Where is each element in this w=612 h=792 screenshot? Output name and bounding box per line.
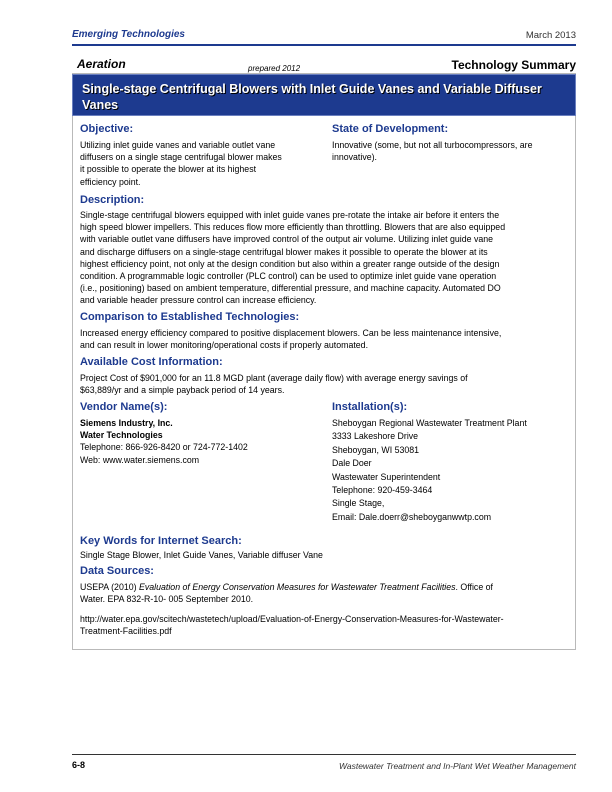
page-title: Single-stage Centrifugal Blowers with Inlet Guide Vanes and Variable Diffuser Vanes: [82, 82, 542, 112]
description-heading: Description:: [80, 194, 145, 206]
vendor-heading: Vendor Name(s):: [80, 401, 168, 413]
footer-publication: Wastewater Treatment and In-Plant Wet Weather Management: [338, 761, 576, 771]
comparison-heading: Comparison to Established Technologies:: [80, 311, 300, 323]
state-text: Innovative (some, but not all turbocompressors, are innovative).: [332, 140, 533, 163]
topic-label: Aeration: [77, 57, 126, 71]
prepared-note: prepared 2012: [248, 64, 301, 73]
sources-url[interactable]: http://water.epa.gov/scitech/wastetech/upload/Evaluation-of-Energy-Conservation-Measures-for-Wastewater- Treatment-Facilities.pdf: [80, 614, 504, 637]
vendor-phone: Telephone: 866-926-8420 or 724-772-1402: [80, 442, 248, 453]
title-banner: [72, 74, 576, 116]
vendor-division: Water Technologies: [80, 430, 163, 441]
cost-heading: Available Cost Information:: [80, 356, 223, 368]
series-title: Emerging Technologies: [72, 29, 185, 40]
installation-heading: Installation(s):: [332, 401, 408, 413]
cost-text: Project Cost of $901,000 for an 11.8 MGD plant (average daily flow) with average energy savings of $63,889/yr and a simple payback period of 14 years.: [80, 373, 468, 396]
keywords-heading: Key Words for Internet Search:: [80, 535, 242, 547]
sources-heading: Data Sources:: [80, 565, 154, 577]
publication-date: March 2013: [525, 30, 576, 41]
vendor-web: Web: www.water.siemens.com: [80, 454, 200, 465]
vendor-details: [80, 417, 248, 466]
state-heading: State of Development:: [332, 123, 449, 135]
header-rule: [72, 44, 576, 46]
vendor-company: Siemens Industry, Inc.: [80, 418, 173, 428]
keywords-text: Single Stage Blower, Inlet Guide Vanes, Variable diffuser Vane: [80, 550, 323, 560]
objective-text: Utilizing inlet guide vanes and variable outlet vane diffusers on a single stage centrifugal blower makes it possible to operate the blower at its highest efficiency point.: [80, 140, 282, 187]
page-number: 6-8: [72, 760, 86, 770]
footer-rule: [72, 754, 576, 755]
description-text: Single-stage centrifugal blowers equipped with inlet guide vanes pre-rotate the intake air before it enters the high speed blower impellers. This reduces flow more efficiently than throttling. Blowers that are also equipped with variable outlet vane diffusers have improved control of the output air volume. Utilizing inlet guide vane and discharge diffusers on a single-stage centrifugal blower makes it possible to operate the blower at its highest efficiency point, not only at the design condition but also within a greater range outside of the design condition. A programmable logic controller (PLC control) can be used to optimize inlet guide vane operation (i.e., positioning) based on ambient temperature, differential pressure, and machine capacity. Automated DO and variable header pressure control can increase efficiency.: [80, 210, 506, 306]
comparison-text: Increased energy efficiency compared to positive displacement blowers. Can be less maintenance intensive, and can result in lower monitoring/operational costs if properly automated.: [80, 328, 502, 351]
installation-details: Sheboygan Regional Wastewater Treatment Plant 3333 Lakeshore Drive Sheboygan, WI 53081 Dale Doer Wastewater Superintendent Telephone: 920-459-3464 Single Stage, Email: Dale.doerr@sheboyganwwtp.com: [332, 418, 527, 522]
objective-heading: Objective:: [80, 123, 134, 135]
sources-reference: USEPA (2010) Evaluation of Energy Conservation Measures for Wastewater Treatment Facilities. Office of Water. EPA 832-R-10- 005 September 2010.: [80, 582, 494, 605]
summary-label: Technology Summary: [451, 58, 576, 72]
